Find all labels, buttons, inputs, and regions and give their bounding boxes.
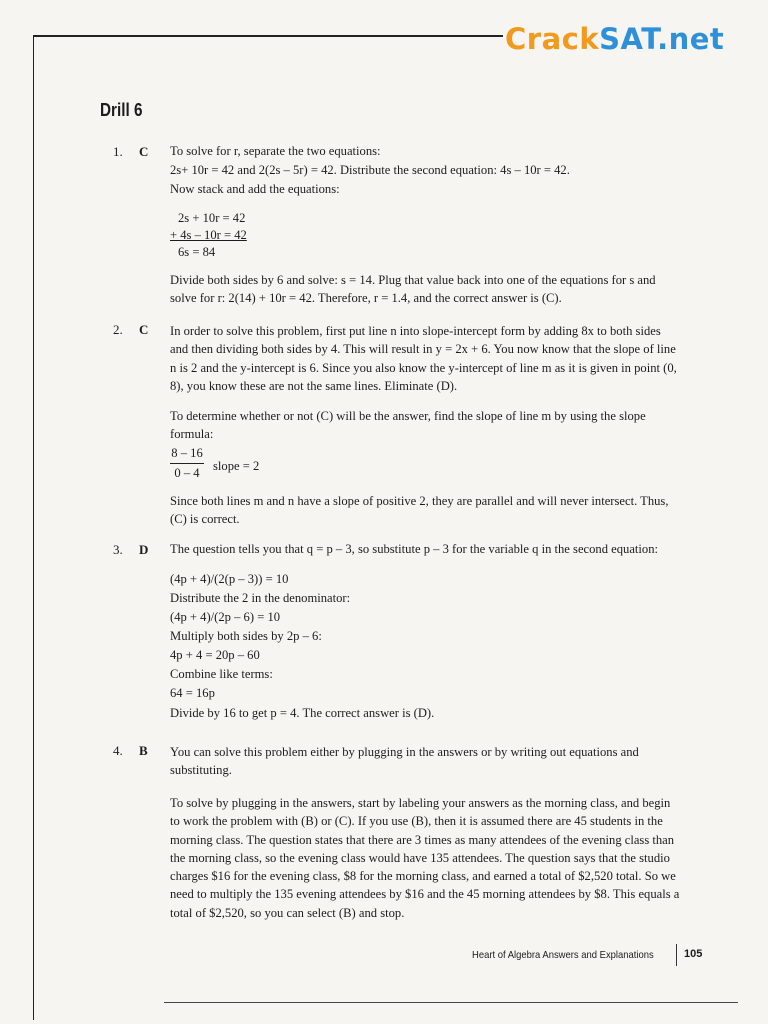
item-1-answer: C	[139, 144, 149, 159]
top-rule	[33, 35, 503, 37]
item-3-number: 3.	[113, 542, 123, 557]
item-4-number: 4.	[113, 743, 123, 758]
cracksat-logo: CrackSAT.net	[505, 22, 725, 56]
item-3-step-2: Distribute the 2 in the denominator:	[170, 591, 351, 605]
item-1-intro-3: Now stack and add the equations:	[170, 182, 340, 196]
item-2-number: 2.	[113, 322, 123, 337]
slope-result: slope = 2	[213, 459, 260, 473]
item-3-step-6: Combine like terms:	[170, 667, 273, 681]
fraction-bar	[170, 463, 204, 464]
left-margin-rule	[33, 35, 34, 1020]
item-4-answer: B	[139, 743, 148, 758]
item-3-step-1: (4p + 4)/(2(p – 3)) = 10	[170, 572, 289, 586]
item-2-paragraph-3: Since both lines m and n have a slope of positive 2, they are parallel and will never intersect. Thus, (C) is correct.	[170, 494, 669, 527]
page-number: 105	[684, 948, 703, 960]
stack-line-2: + 4s – 10r = 42	[170, 228, 247, 242]
item-1-conclusion: Divide both sides by 6 and solve: s = 14. Plug that value back into one of the equations for s and solve for r: 2(14) + 10r = 42. Therefore, r = 1.4, and the correct answer is (C).	[170, 273, 656, 306]
fraction-numerator: 8 – 16	[171, 446, 203, 460]
item-3-step-7: 64 = 16p	[170, 686, 215, 700]
item-3-intro: The question tells you that q = p – 3, so substitute p – 3 for the variable q in the second equation:	[170, 542, 659, 556]
item-3-step-5: 4p + 4 = 20p – 60	[170, 648, 260, 662]
footer-title: Heart of Algebra Answers and Explanations	[472, 949, 654, 961]
item-3-step-8: Divide by 16 to get p = 4. The correct answer is (D).	[170, 706, 435, 720]
item-2-paragraph-2: To determine whether or not (C) will be the answer, find the slope of line m by using the slope formula:	[170, 409, 646, 442]
item-3-step-3: (4p + 4)/(2p – 6) = 10	[170, 610, 281, 624]
item-3-answer: D	[139, 542, 149, 557]
stack-line-1: 2s + 10r = 42	[178, 211, 246, 225]
bottom-rule	[164, 1002, 738, 1003]
item-1-number: 1.	[113, 144, 123, 159]
item-4-paragraph-1: You can solve this problem either by plugging in the answers or by writing out equations and substituting.	[170, 745, 639, 778]
item-1-intro-2: 2s+ 10r = 42 and 2(2s – 5r) = 42. Distribute the second equation: 4s – 10r = 42.	[170, 163, 570, 177]
footer-separator	[676, 944, 677, 966]
item-1-intro-1: To solve for r, separate the two equations:	[170, 144, 381, 158]
item-4-paragraph-2: To solve by plugging in the answers, start by labeling your answers as the morning class, and begin to work the problem with (B) or (C). If you use (B), then it is assumed there are 45 students in the morning class. The question states that there are 3 times as many attendees of the evening class than the morning class, so the evening class would have 135 attendees. The question says that the studio charges $16 for the evening class, $8 for the morning class, and earned a total of $2,520 total. So we need to multiply the 135 evening attendees by $16 and the 45 morning attendees by $8. This equals a total of $2,520, so you can select (B) and stop.	[170, 796, 680, 920]
item-2-paragraph-1: In order to solve this problem, first put line n into slope-intercept form by adding 8x to both sides and then dividing both sides by 4. This will result in y = 2x + 6. You now know that the slope of line n is 2 and the y-intercept is 6. Since you also know the y-intercept of line m as it is given in point (0, 8), you know these are not the same lines. Eliminate (D).	[170, 324, 677, 393]
fraction-denominator: 0 – 4	[174, 466, 200, 480]
item-2-answer: C	[139, 322, 149, 337]
section-heading: Drill 6	[100, 100, 143, 120]
slope-fraction	[170, 446, 204, 481]
item-1-equation-stack	[170, 210, 247, 261]
item-3-step-4: Multiply both sides by 2p – 6:	[170, 629, 322, 643]
stack-line-3: 6s = 84	[178, 245, 216, 259]
